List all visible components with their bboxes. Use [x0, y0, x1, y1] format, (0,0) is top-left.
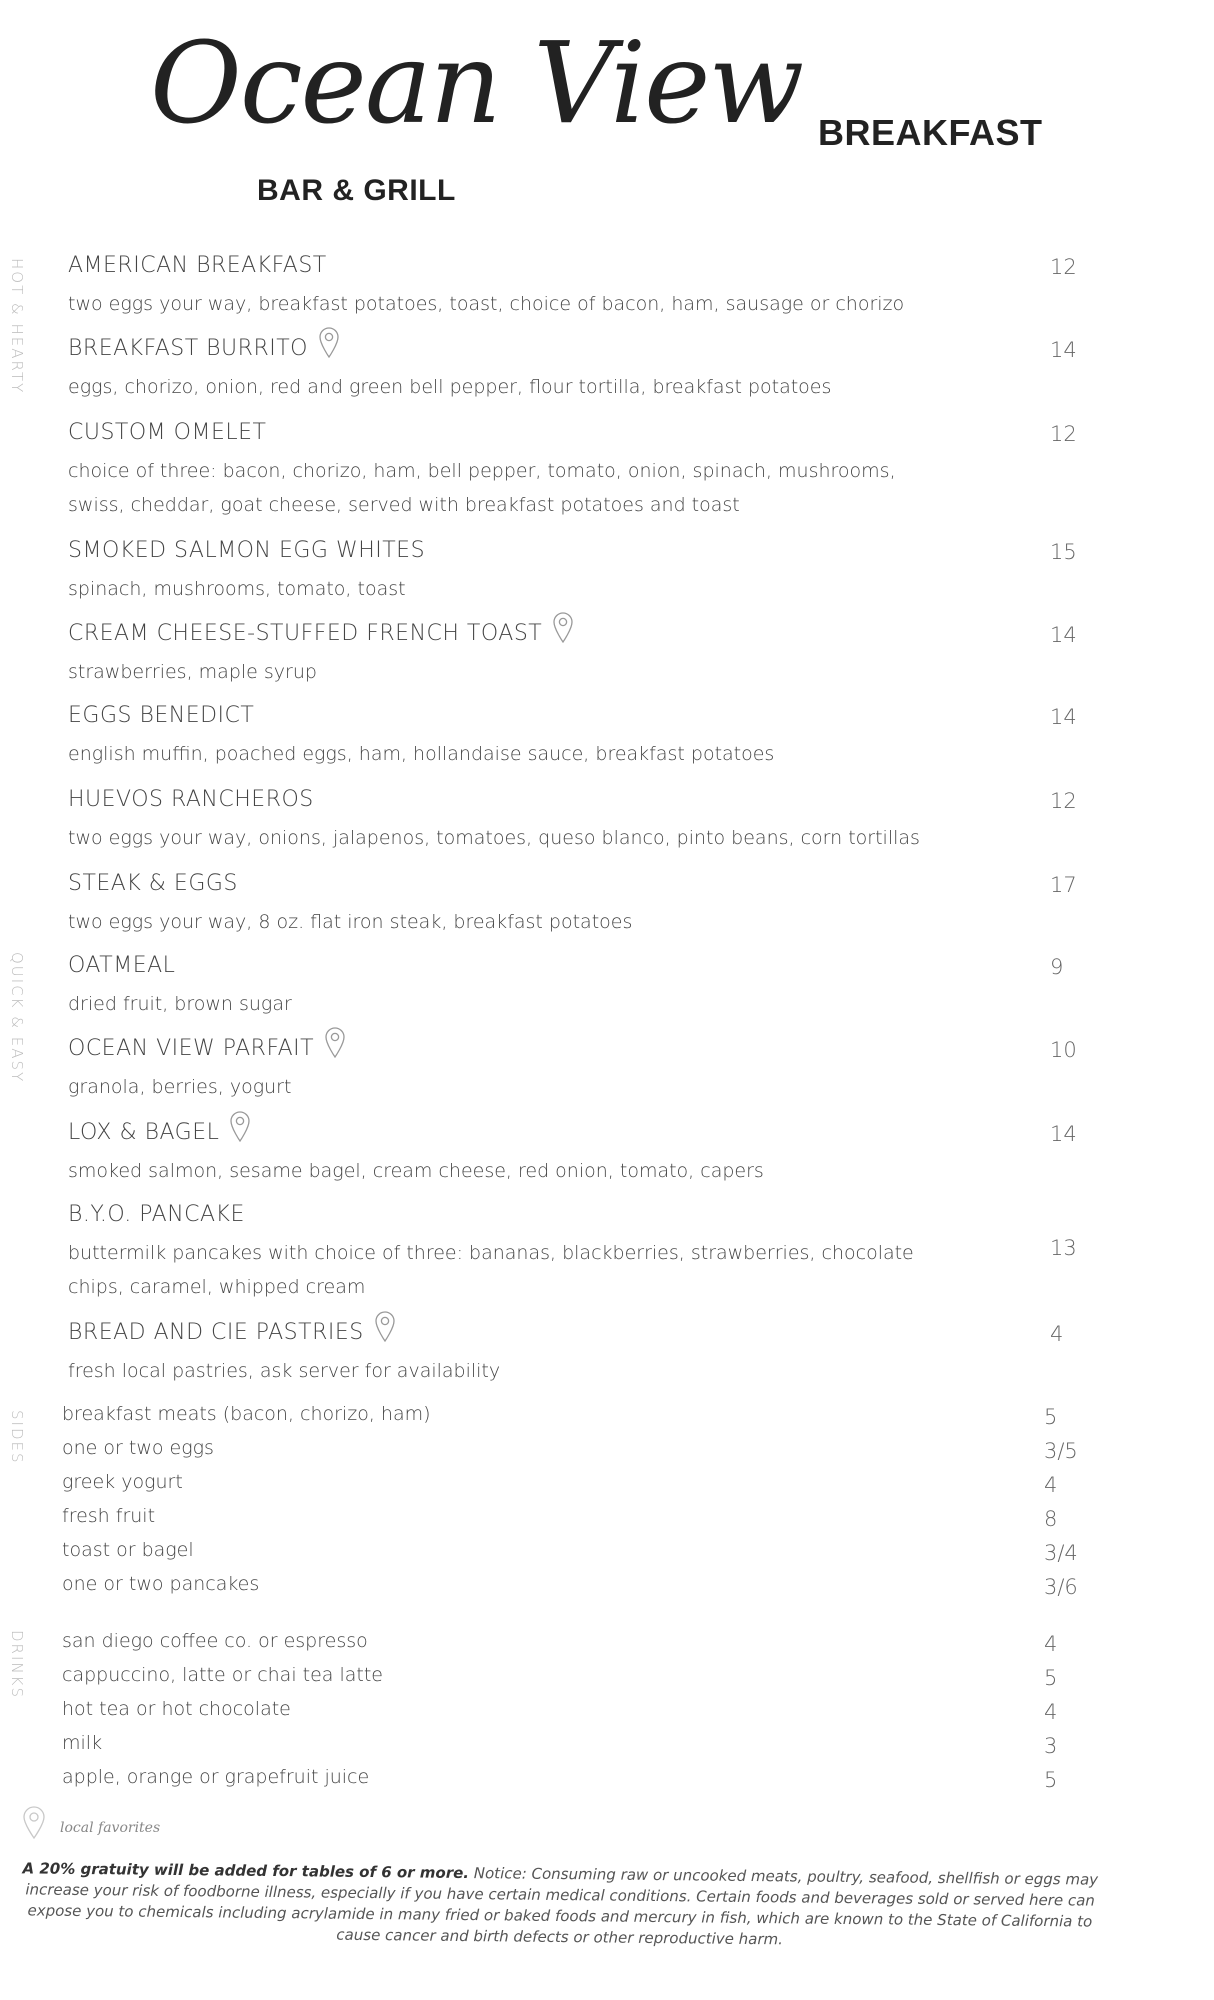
drink-item-name: san diego coffee co. or espresso [62, 1630, 368, 1652]
menu-item-price: 12 [1050, 789, 1077, 813]
menu-item-description: two eggs your way, onions, jalapenos, tomatoes, queso blanco, pinto beans, corn tortillas [68, 827, 920, 849]
menu-item-name-text: CUSTOM OMELET [68, 420, 267, 445]
page-title: BREAKFAST [818, 112, 1043, 153]
menu-item-name [68, 703, 254, 728]
menu-item-name [68, 1320, 396, 1345]
menu-item-name [68, 953, 175, 978]
menu-item-price: 14 [1050, 705, 1077, 729]
side-item-name: breakfast meats (bacon, chorizo, ham) [62, 1403, 431, 1425]
menu-item-name-text: BREAKFAST BURRITO [68, 336, 308, 361]
menu-item-price: 14 [1050, 623, 1077, 647]
menu-item-price: 12 [1050, 422, 1077, 446]
menu-item-description: strawberries, maple syrup [68, 661, 317, 683]
local-favorite-icon [229, 1111, 251, 1143]
side-label-drinks: DRINKS [8, 1630, 26, 1699]
side-item-name: fresh fruit [62, 1505, 156, 1527]
menu-item-name-text: CREAM CHEESE-STUFFED FRENCH TOAST [68, 621, 543, 646]
menu-item-name-text: EGGS BENEDICT [68, 703, 255, 728]
menu-item-description: granola, berries, yogurt [68, 1076, 292, 1098]
drink-item-price: 4 [1044, 1700, 1058, 1724]
menu-item-name [68, 420, 266, 445]
menu-item-price: 12 [1050, 255, 1077, 279]
menu-item-name [68, 1202, 245, 1227]
menu-item-name [68, 1036, 346, 1061]
menu-item-price: 9 [1050, 955, 1064, 979]
menu-item-name [68, 871, 238, 896]
menu-item-description: dried fruit, brown sugar [68, 993, 292, 1015]
menu-item-price: 17 [1050, 873, 1077, 897]
drink-item-price: 4 [1044, 1632, 1058, 1656]
menu-item-price: 15 [1050, 540, 1077, 564]
gratuity-notice: A 20% gratuity will be added for tables of 6 or more. [22, 1859, 470, 1883]
menu-item-price: 10 [1050, 1038, 1077, 1062]
legend-label: local favorites [60, 1820, 161, 1836]
menu-item-price: 14 [1050, 1122, 1077, 1146]
drink-item-name: apple, orange or grapefruit juice [62, 1766, 370, 1788]
side-label-quick-easy: QUICK & EASY [8, 952, 26, 1084]
health-notice: Notice: Consuming raw or uncooked meats, poultry, seafood, shellfish or eggs may increase your risk of foodborne illness, especially if you have certain medical conditions. Certain foods and beverages sold or served here can expose you to chemicals including acrylamide in many fried or baked foods and mercury in fish, which are known to the State of California to cause cancer and birth defects or other reproductive harm. [25, 1864, 1099, 1949]
menu-item-name [68, 336, 340, 361]
side-item-name: one or two eggs [62, 1437, 214, 1459]
location-pin-icon [22, 1806, 46, 1844]
menu-item-name [68, 1120, 251, 1145]
logo-script: Ocean View [150, 19, 803, 149]
drink-item-price: 5 [1044, 1768, 1058, 1792]
side-item-price: 3/5 [1044, 1439, 1078, 1463]
side-item-name: one or two pancakes [62, 1573, 260, 1595]
menu-item-description: two eggs your way, 8 oz. flat iron steak, breakfast potatoes [68, 911, 633, 933]
side-item-price: 8 [1044, 1507, 1058, 1531]
side-item-price: 5 [1044, 1405, 1058, 1429]
menu-item-description: eggs, chorizo, onion, red and green bell pepper, flour tortilla, breakfast potatoes [68, 376, 832, 398]
menu-item-name [68, 621, 574, 646]
menu-item-name [68, 538, 425, 563]
side-item-name: toast or bagel [62, 1539, 194, 1561]
drink-item-price: 3 [1044, 1734, 1058, 1758]
menu-item-name-text: HUEVOS RANCHEROS [68, 787, 314, 812]
menu-item-description: choice of three: bacon, chorizo, ham, bell pepper, tomato, onion, spinach, mushrooms, swiss, cheddar, goat cheese, served with breakfast potatoes and toast [68, 460, 896, 516]
side-label-hot-hearty: HOT & HEARTY [8, 258, 26, 395]
menu-item-name-text: SMOKED SALMON EGG WHITES [68, 538, 426, 563]
menu-item-name-text: B.Y.O. PANCAKE [68, 1202, 245, 1227]
local-favorite-icon [318, 327, 340, 359]
menu-item-name-text: BREAD AND CIE PASTRIES [68, 1320, 364, 1345]
menu-item-name-text: STEAK & EGGS [68, 871, 238, 896]
menu-item-price: 13 [1050, 1236, 1077, 1260]
drink-item-price: 5 [1044, 1666, 1058, 1690]
logo-subtitle: BAR & GRILL [257, 174, 456, 207]
menu-item-description: fresh local pastries, ask server for availability [68, 1360, 501, 1382]
menu-item-description: two eggs your way, breakfast potatoes, toast, choice of bacon, ham, sausage or chorizo [68, 293, 905, 315]
menu-item-price: 4 [1050, 1322, 1064, 1346]
menu-item-name-text: AMERICAN BREAKFAST [68, 253, 327, 278]
menu-item-price: 14 [1050, 338, 1077, 362]
menu-item-name-text: LOX & BAGEL [68, 1120, 220, 1145]
legal-notice [20, 1858, 1101, 1953]
side-label-sides: SIDES [8, 1410, 26, 1465]
menu-item-description: smoked salmon, sesame bagel, cream cheese, red onion, tomato, capers [68, 1160, 764, 1182]
menu-item-description: buttermilk pancakes with choice of three: bananas, blackberries, strawberries, chocolate chips, caramel, whipped cream [68, 1242, 914, 1298]
local-favorite-icon [324, 1027, 346, 1059]
menu-item-description: spinach, mushrooms, tomato, toast [68, 578, 406, 600]
local-favorite-icon [374, 1311, 396, 1343]
drink-item-name: hot tea or hot chocolate [62, 1698, 291, 1720]
menu-item-name-text: OCEAN VIEW PARFAIT [68, 1036, 315, 1061]
menu-item-name [68, 253, 327, 278]
side-item-price: 3/4 [1044, 1541, 1078, 1565]
menu-item-name-text: OATMEAL [68, 953, 176, 978]
side-item-name: greek yogurt [62, 1471, 183, 1493]
menu-item-description: english muffin, poached eggs, ham, hollandaise sauce, breakfast potatoes [68, 743, 775, 765]
side-item-price: 3/6 [1044, 1575, 1078, 1599]
local-favorite-icon [552, 612, 574, 644]
menu-item-name [68, 787, 314, 812]
drink-item-name: cappuccino, latte or chai tea latte [62, 1664, 383, 1686]
drink-item-name: milk [62, 1732, 103, 1754]
side-item-price: 4 [1044, 1473, 1058, 1497]
